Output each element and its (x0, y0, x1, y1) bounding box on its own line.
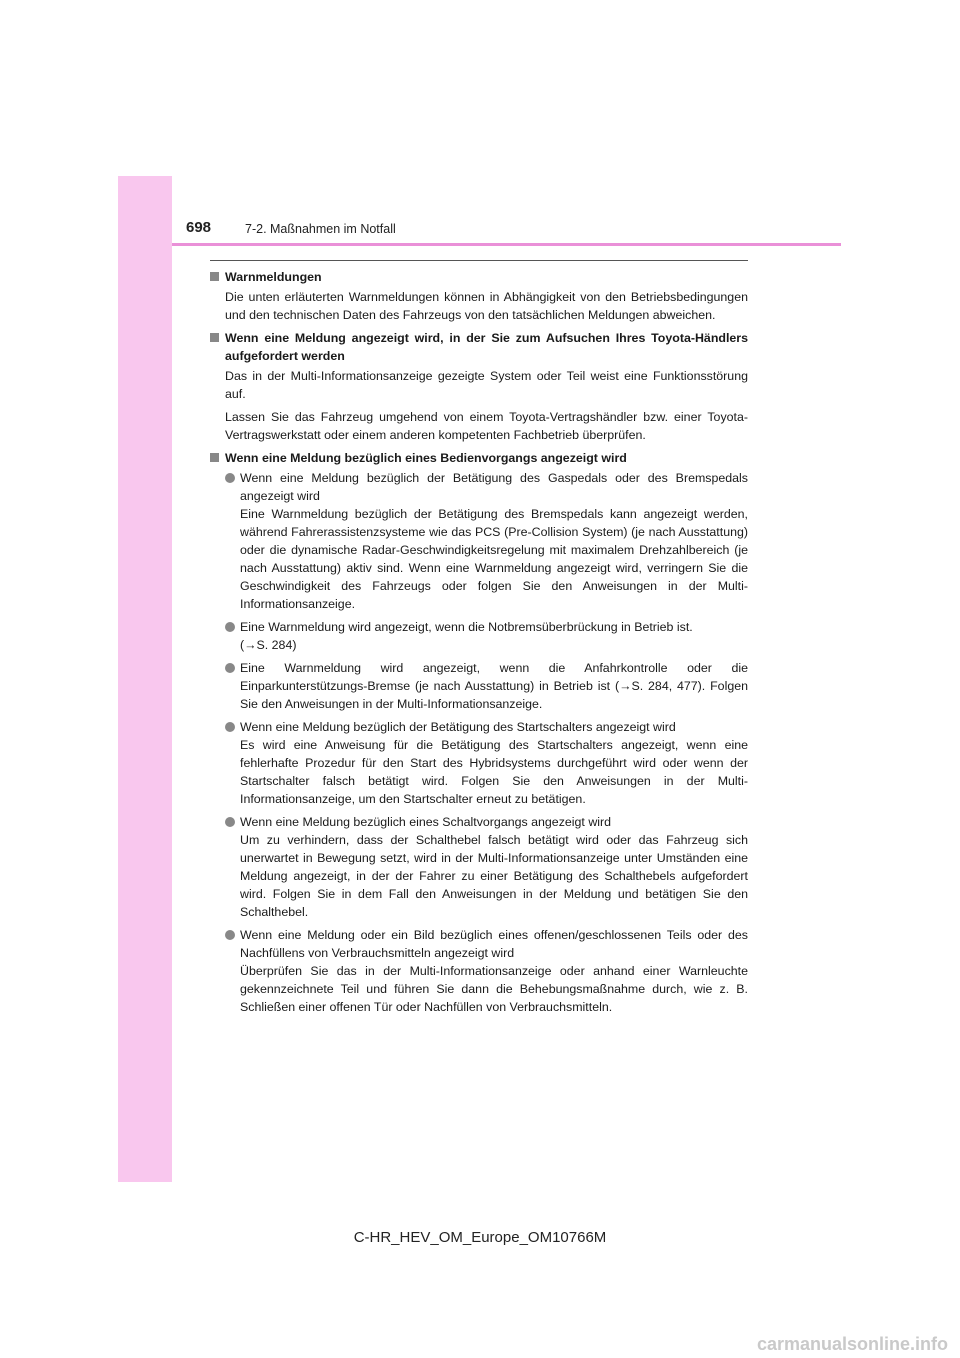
page-number: 698 (186, 219, 212, 236)
round-bullet-icon (225, 817, 235, 827)
section-heading: Wenn eine Meldung angezeigt wird, in der Sie zum Aufsuchen Ihres Toyota-Händlers aufgefordert werden (210, 329, 748, 365)
watermark: carmanualsonline.info (756, 1334, 948, 1354)
section-heading: Wenn eine Meldung bezüglich eines Bedienvorgangs angezeigt wird (210, 449, 748, 467)
document-id: C-HR_HEV_OM_Europe_OM10766M (353, 1229, 607, 1246)
header-rule (172, 243, 841, 246)
round-bullet-icon (225, 722, 235, 732)
section-bedienvorgang (210, 449, 748, 1016)
section-title: 7-2. Maßnahmen im Notfall (245, 222, 396, 236)
paragraph: Die unten erläuterten Warnmeldungen können in Abhängigkeit von den Betriebsbedingungen und den technischen Daten des Fahrzeugs von den tatsächlichen Meldungen abweichen. (225, 290, 748, 322)
round-bullet-icon (225, 930, 235, 940)
round-bullet-icon (225, 622, 235, 632)
side-tab-band (118, 176, 172, 1182)
list-item: Wenn eine Meldung bezüglich der Betätigung des Startschalters angezeigt wird Es wird eine Anweisung für die Betätigung des Startschalters angezeigt, wenn eine fehlerhafte Prozedur für den Start des Hybridsystems durchgeführt wird oder wenn der Startschalter falsch betätigt wird. Folgen Sie den Anweisungen in der Multi-Informationsanzeige, um den Startschalter erneut zu betätigen. (210, 718, 748, 808)
section-warnmeldungen (210, 268, 748, 324)
square-bullet-icon (210, 453, 219, 462)
section-haendler (210, 329, 748, 444)
square-bullet-icon (210, 272, 219, 281)
round-bullet-icon (225, 473, 235, 483)
page-content (210, 268, 748, 1021)
list-item: Wenn eine Meldung bezüglich der Betätigung des Gaspedals oder des Bremspedals angezeigt wird Eine Warnmeldung bezüglich der Betätigung des Bremspedals kann angezeigt werden, während Fahrerassistenzsysteme wie das PCS (Pre-Collision System) (je nach Ausstattung) oder die dynamische Radar-Geschwindigkeitsregelung mit maximalem Drehzahlbereich (je nach Ausstattung) aktiv sind. Wenn eine Warnmeldung angezeigt wird, verringern Sie die Geschwindigkeit des Fahrzeugs oder folgen Sie den Anweisungen in der Multi-Informationsanzeige. (210, 469, 748, 613)
section-heading: Warnmeldungen (210, 268, 748, 286)
paragraph: Lassen Sie das Fahrzeug umgehend von einem Toyota-Vertragshändler bzw. einer Toyota-Vertragswerkstatt oder einem anderen kompetenten Fachbetrieb überprüfen. (225, 410, 748, 442)
list-item: Wenn eine Meldung bezüglich eines Schaltvorgangs angezeigt wird Um zu verhindern, dass der Schalthebel falsch betätigt wird oder das Fahrzeug sich unerwartet in Bewegung setzt, wird in der Multi-Informationsanzeige unter Umständen eine Meldung angezeigt, in der der Fahrer zu einer Betätigung des Schalthebels aufgefordert wird. Folgen Sie in dem Fall den Anweisungen in der Meldung und betätigen Sie den Schalthebel. (210, 813, 748, 921)
list-item: Wenn eine Meldung oder ein Bild bezüglich eines offenen/geschlossenen Teils oder des Nachfüllens von Verbrauchsmitteln angezeigt wird Überprüfen Sie das in der Multi-Informationsanzeige oder anhand einer Warnleuchte gekennzeichnete Teil und führen Sie dann die Behebungsmaßnahme durch, wie z. B. Schließen einer offenen Tür oder Nachfüllen von Verbrauchsmitteln. (210, 926, 748, 1016)
page-reference: (→S. 284) (240, 638, 297, 652)
round-bullet-icon (225, 663, 235, 673)
square-bullet-icon (210, 333, 219, 342)
content-divider (210, 260, 748, 261)
paragraph: Das in der Multi-Informationsanzeige gezeigte System oder Teil weist eine Funktionsstörung auf. (225, 369, 748, 401)
list-item: Eine Warnmeldung wird angezeigt, wenn die Anfahrkontrolle oder die Einparkunterstützungs-Bremse (je nach Ausstattung) in Betrieb ist (→S. 284, 477). Folgen Sie den Anweisungen in der Multi-Informationsanzeige. (210, 659, 748, 713)
list-item: Eine Warnmeldung wird angezeigt, wenn die Notbremsüberbrückung in Betrieb ist. (→S. 284) (210, 618, 748, 654)
